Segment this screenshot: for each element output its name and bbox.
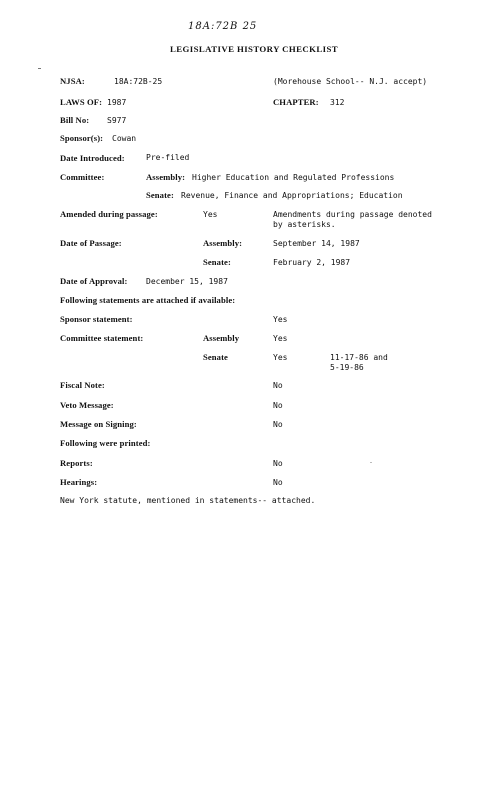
committee-statement-dates-line2: 5-19-86 [330, 363, 364, 372]
approval-value: December 15, 1987 [146, 277, 228, 286]
fiscal-note-value: No [273, 381, 283, 390]
amended-note-line1: Amendments during passage denoted [273, 210, 432, 219]
laws-of-label: LAWS OF: [60, 97, 103, 107]
veto-message-value: No [273, 401, 283, 410]
committee-statement-assembly-value: Yes [273, 334, 288, 343]
bill-no-value: S977 [107, 116, 127, 125]
chapter-value: 312 [330, 98, 345, 107]
handwritten-number: 18A:72B 25 [188, 21, 258, 32]
statements-header: Following statements are attached if available: [60, 295, 236, 305]
reports-label: Reports: [60, 458, 93, 468]
amended-label: Amended during passage: [60, 209, 158, 219]
sponsor-statement-value: Yes [273, 315, 288, 324]
committee-statement-label: Committee statement: [60, 333, 144, 343]
committee-assembly-label: Assembly: [146, 172, 186, 182]
approval-label: Date of Approval: [60, 276, 128, 286]
sponsors-label: Sponsor(s): [60, 133, 104, 143]
committee-statement-dates-line1: 11-17-86 and [330, 353, 388, 362]
amended-note-line2: by asterisks. [273, 220, 336, 229]
scan-mark [38, 68, 41, 69]
njsa-value: 18A:72B-25 [114, 77, 163, 86]
committee-senate-value: Revenue, Finance and Appropriations; Education [181, 191, 403, 200]
committee-assembly-value: Higher Education and Regulated Professions [192, 173, 395, 182]
message-on-signing-label: Message on Signing: [60, 419, 137, 429]
committee-statement-senate-value: Yes [273, 353, 288, 362]
chapter-label: CHAPTER: [273, 97, 319, 107]
njsa-label: NJSA: [60, 76, 85, 86]
date-introduced-label: Date Introduced: [60, 153, 125, 163]
passage-senate-label: Senate: [203, 257, 231, 267]
sponsor-statement-label: Sponsor statement: [60, 314, 133, 324]
hearings-label: Hearings: [60, 477, 98, 487]
passage-assembly-label: Assembly: [203, 238, 243, 248]
page-title: LEGISLATIVE HISTORY CHECKLIST [170, 44, 339, 54]
date-introduced-value: Pre-filed [146, 153, 190, 162]
reports-value: No [273, 459, 283, 468]
laws-of-value: 1987 [107, 98, 127, 107]
fiscal-note-label: Fiscal Note: [60, 380, 105, 390]
footer-note: New York statute, mentioned in statements-- attached. [60, 496, 316, 505]
printed-header: Following were printed: [60, 438, 151, 448]
njsa-note: (Morehouse School-- N.J. accept) [273, 77, 428, 86]
message-on-signing-value: No [273, 420, 283, 429]
veto-message-label: Veto Message: [60, 400, 114, 410]
passage-assembly-value: September 14, 1987 [273, 239, 360, 248]
bill-no-label: Bill No: [60, 115, 90, 125]
sponsors-value: Cowan [112, 134, 137, 143]
passage-senate-value: February 2, 1987 [273, 258, 351, 267]
committee-senate-label: Senate: [146, 190, 174, 200]
amended-value: Yes [203, 210, 218, 219]
passage-label: Date of Passage: [60, 238, 122, 248]
committee-label: Committee: [60, 172, 105, 182]
hearings-value: No [273, 478, 283, 487]
committee-statement-assembly-label: Assembly [203, 333, 240, 343]
scan-speck [370, 462, 372, 463]
committee-statement-senate-label: Senate [203, 352, 228, 362]
